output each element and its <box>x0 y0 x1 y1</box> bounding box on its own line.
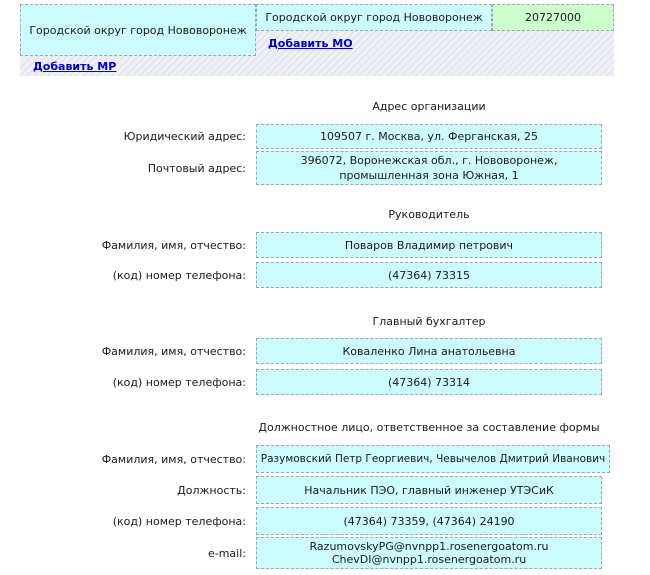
responsible-name-value: Разумовский Петр Георгиевич, Чевычелов Дмитрий Иванович <box>260 452 606 465</box>
postal-address-field[interactable] <box>256 151 602 185</box>
oktmo-cell[interactable] <box>492 4 614 31</box>
add-mo-link[interactable]: Добавить МО <box>268 37 353 50</box>
accountant-name-field[interactable] <box>256 338 602 364</box>
responsible-email-field[interactable] <box>256 537 602 569</box>
responsible-phone-value: (47364) 73359, (47364) 24190 <box>343 514 515 528</box>
director-phone-field[interactable] <box>256 262 602 288</box>
director-section-title: Руководитель <box>388 208 470 221</box>
mr-name-value: Городской округ город Нововоронеж <box>29 23 247 37</box>
responsible-email-value-1: RazumovskyPG@nvnpp1.rosenergoatom.ru <box>309 540 549 553</box>
postal-address-label: Почтовый адрес: <box>147 161 246 175</box>
responsible-email-value-2: ChevDI@nvnpp1.rosenergoatom.ru <box>331 553 527 566</box>
responsible-position-field[interactable] <box>256 476 602 504</box>
address-section-title: Адрес организации <box>372 100 486 113</box>
accountant-phone-value: (47364) 73314 <box>387 375 471 389</box>
add-mr-link[interactable]: Добавить МР <box>33 60 117 73</box>
responsible-section-title: Должностное лицо, ответственное за составление формы <box>258 421 600 434</box>
oktmo-value: 20727000 <box>525 11 581 24</box>
accountant-phone-label: (код) номер телефона: <box>112 375 246 389</box>
director-name-label: Фамилия, имя, отчество: <box>101 238 246 252</box>
director-name-field[interactable] <box>256 232 602 258</box>
legal-address-value: 109507 г. Москва, ул. Ферганская, 25 <box>320 130 538 143</box>
responsible-position-value: Начальник ПЭО, главный инженер УТЭСиК <box>304 483 554 497</box>
postal-address-value: 396072, Воронежская обл., г. Нововоронеж, промышленная зона Южная, 1 <box>300 154 558 182</box>
legal-address-label: Юридический адрес: <box>123 130 246 143</box>
legal-address-field[interactable] <box>256 124 602 149</box>
director-name-value: Поваров Владимир петрович <box>344 238 514 252</box>
director-phone-label: (код) номер телефона: <box>112 268 246 282</box>
mo-name-cell[interactable] <box>256 4 492 31</box>
accountant-name-label: Фамилия, имя, отчество: <box>101 344 246 358</box>
accountant-section-title: Главный бухгалтер <box>372 315 486 328</box>
responsible-phone-field[interactable] <box>256 507 602 535</box>
director-phone-value: (47364) 73315 <box>387 268 471 282</box>
mr-name-cell[interactable] <box>20 4 256 56</box>
accountant-phone-field[interactable] <box>256 369 602 395</box>
responsible-name-field[interactable] <box>256 445 610 473</box>
accountant-name-value: Коваленко Лина анатольевна <box>342 344 516 358</box>
responsible-email-label: e-mail: <box>207 546 246 560</box>
responsible-name-label: Фамилия, имя, отчество: <box>101 452 246 466</box>
responsible-position-label: Должность: <box>177 483 246 497</box>
responsible-phone-label: (код) номер телефона: <box>112 514 246 528</box>
mo-name-value: Городской округ город Нововоронеж <box>265 11 483 24</box>
